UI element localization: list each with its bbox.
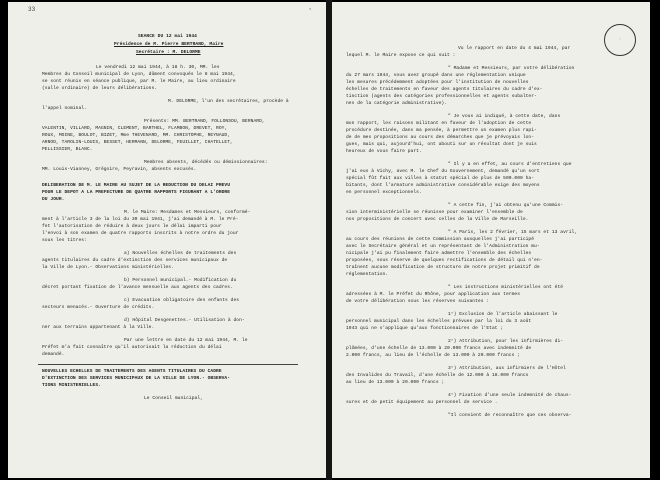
text-line: ner aux terrains appartenant à la Ville. <box>42 325 155 330</box>
text-line: fet l'autorisation de réduire à deux jours le délai imparti pour <box>42 224 222 229</box>
text-line: avec le Secrétaire général et un représentant de l'Administration mu- <box>346 244 540 249</box>
text-line: "Il convient de reconnaître que ces observa- <box>448 413 572 418</box>
text-line: Par une lettre en date du 12 mai 1944, M. le <box>124 338 248 343</box>
list-item: b) Personnel municipal.- Modification du <box>124 278 237 283</box>
text-line: 2.000 francs, au lieu de l'échelle de 13.000 à 20.000 francs ; <box>346 353 521 358</box>
text-line: nicipale j'ai pu finalement faire admettre l'ensemble des échelles <box>346 251 532 256</box>
text-line: décret portant fixation de l'avance mensuelle aux agents des cadres. <box>42 285 233 290</box>
text-line: agents titulaires du cadre d'extinction des services municipaux de <box>42 258 228 263</box>
text-line: l'envoi à son examen de quatre rapports inscrits à notre ordre du jour <box>42 231 239 236</box>
page-number: 33 <box>28 6 36 13</box>
text-line: traînent aucune modification de structure de notre projet primitif de <box>346 265 540 270</box>
text-line: Membres du Conseil municipal de Lyon, dûment convoqués le 8 mai 1944, <box>42 72 236 77</box>
text-line: M. DELORME, l'un des secrétaires, procède à <box>168 99 289 104</box>
text-line: au lieu de 13.000 à 20.000 francs ; <box>346 380 445 385</box>
text-line: au cours des réunions de cette Commission auxquelles j'ai participé <box>346 237 535 242</box>
text-line: M. le Maire: Mesdames et Messieurs, conformé- <box>124 210 251 215</box>
text-line: personnel municipal dans les échelles prévues par la loi du 3 août <box>346 319 532 324</box>
margin-mark: · <box>308 6 313 14</box>
left-page <box>8 2 326 478</box>
text-line: en personnel exceptionnels. <box>346 190 422 195</box>
text-line: mon rapport, les raisons militant en faveur de l'adoption de cette <box>346 121 532 126</box>
text-line: échelles de traitements en faveur des agents titulaires du cadre d'ex- <box>346 87 543 92</box>
section-title: NOUVELLES ECHELLES DE TRAITEMENTS DES AGENTS TITULAIRES DU CADRE <box>42 369 222 374</box>
text-line: des Invalides du Travail, d'une échelle de 12.000 à 18.000 francs <box>346 373 529 378</box>
text-line: demandé. <box>42 352 65 357</box>
text-line: VALENTIN, VILLARD, MAGNIN, CLEMENT, BARTHEL, FLAMBON, DREVET, ROY, <box>42 126 228 131</box>
text-line: (salle ordinaire) de leurs délibérations. <box>42 86 158 91</box>
text-line: ARNOD, TAROLIN-LOUIS, BESSET, HERMANN, DELORME, FEUILLET, CHATELLET, <box>42 140 233 145</box>
text-line: j'ai eus à Vichy, avec M. le Chef du Gouvernement, demandé qu'un sort <box>346 169 540 174</box>
list-item: 3°) Attribution, aux infirmiers de l'Hôtel <box>448 366 566 371</box>
text-line: nes de la catégorie administrative). <box>346 101 448 106</box>
text-line: Le vendredi 12 mai 1944, à 18 h. 30, MM. les <box>96 65 220 70</box>
text-line: " Madame et Messieurs, par votre délibération <box>448 66 575 71</box>
text-line: plômées, d'une échelle de 13.000 à 20.000 francs avec indemnité de <box>346 346 532 351</box>
section-title: D'EXTINCTION DES SERVICES MUNICIPAUX DE LA VILLE DE LYON.- OBSERVA- <box>42 376 231 381</box>
text-line: gues, mais qui, aujourd'hui, ont abouti sur un résultat dont je suis <box>346 142 537 147</box>
text-line: Le Conseil municipal, <box>144 396 203 401</box>
list-item: d) Hôpital Desgenettes.- Utilisation à don- <box>124 318 245 323</box>
text-line: PELLISSIER, BLANC. <box>42 147 93 152</box>
list-item: 4°) Fixation d'une seule indemnité de chaus- <box>448 393 572 398</box>
text-line: se sont réunis en séance publique, par M. le Maire, au lieu ordinaire <box>42 79 236 84</box>
text-line: bitants, dont l'armature administrative considérable exige des moyens <box>346 183 540 188</box>
list-item: a) Nouvelles échelles de traitements des <box>124 251 237 256</box>
text-line: Présents: MM. BERTRAND, FOLLONSOU, BERNARD, <box>144 119 265 124</box>
text-line: Préfet m'a fait connaître qu'il autorisait la réduction du délai <box>42 345 222 350</box>
text-line: spécial fût fait aux villes à statut spécial de plus de 500.000 ha- <box>346 176 535 181</box>
text-line: sures et de petit équipement au personnel de service . <box>346 400 498 405</box>
list-item: c) Evacuation obligatoire des enfants des <box>124 298 240 303</box>
text-line: " Les instructions ministérielles ont été <box>448 285 564 290</box>
archive-stamp: ◦ <box>604 24 636 56</box>
text-line: MM. Louis-Vianney, Grégoire, Peyravin, absents excusés. <box>42 167 197 172</box>
text-line: réglementation. <box>346 272 389 277</box>
text-line: proposées, sous réserve de quelques rectifications de détail qui n'en- <box>346 258 543 263</box>
text-line: l'appel nominal. <box>42 106 87 111</box>
text-line: Membres absents, décédés ou démissionnaires: <box>144 160 268 165</box>
text-line: heureux de vous faire part. <box>346 149 422 154</box>
text-line: les mesures précédemment adoptées pour l'institution de nouvelles <box>346 80 529 85</box>
text-line: ment à l'article 3 de la loi du 30 mai 1941, j'ai demandé à M. le Pré- <box>42 217 239 222</box>
text-line: de de mes propositions au cours des démarches que je prévoyais lon- <box>346 135 535 140</box>
text-line: procédure destinée, dans ma pensée, à permettre un examen plus rapi- <box>346 128 537 133</box>
text-line: nos propositions de concert avec celles de la Ville de Marseille. <box>346 217 529 222</box>
text-line: de votre délibération sous les réserves suivantes : <box>346 299 490 304</box>
text-line: lequel M. le Maire expose ce qui suit : <box>346 53 456 58</box>
text-line: Vu le rapport en date du 4 mai 1944, par <box>458 46 571 51</box>
text-line: secteurs menacés.- Ouverture de crédits. <box>42 305 155 310</box>
session-date: SEANCE DU 12 mai 1944 <box>138 34 197 39</box>
presidency: Présidence de M. Pierre BERTRAND, Maire <box>114 42 224 47</box>
text-line: la Ville de Lyon.- Observations ministérielles. <box>42 265 174 270</box>
section-title: DU JOUR. <box>42 197 65 202</box>
text-line: adressées à M. le Préfet du Rhône, pour application aux termes <box>346 292 521 297</box>
text-line: du 27 mars 1944, vous avez groupé dans une réglementation unique <box>346 73 526 78</box>
text-line: " A cette fin, j'ai obtenu qu'une Commis- <box>448 203 564 208</box>
section-title: POUR LE DEPOT A LA PREFECTURE DE QUATRE RAPPORTS FIGURANT A L'ORDRE <box>42 190 231 195</box>
divider <box>38 364 298 365</box>
list-item: 1°) Exclusion de l'article abaissant le <box>448 312 558 317</box>
section-title: TIONS MINISTERIELLES. <box>42 383 101 388</box>
text-line: " Je vous ai indiqué, à cette date, dans <box>448 114 561 119</box>
text-line: sion interministérielle se réunisse pour examiner l'ensemble de <box>346 210 523 215</box>
secretary: Secrétaire : M. DELORME <box>136 50 201 55</box>
text-line: 1943 qui ne s'applique qu'aux fonctionnaires de l'Etat ; <box>346 326 504 331</box>
text-line: tinction (agents des catégories professionnelles et agents subalter- <box>346 94 537 99</box>
text-line: " Il y a en effet, au cours d'entretiens que <box>448 162 572 167</box>
text-line: sous les titres: <box>42 238 87 243</box>
text-line: ROUX, MOINE, BOULOT, BIZET, Mme THEVENARD, MM. CHRISTOPHE, REYNAUD, <box>42 133 231 138</box>
text-line: " A Paris, les 2 février, 15 mars et 13 avril, <box>448 230 578 235</box>
section-title: DELIBERATION DE M. LE MAIRE AU SUJET DE LA REDUCTION DU DELAI PREVU <box>42 183 231 188</box>
right-page <box>332 2 650 478</box>
list-item: 2°) Attribution, pour les infirmières di- <box>448 339 564 344</box>
